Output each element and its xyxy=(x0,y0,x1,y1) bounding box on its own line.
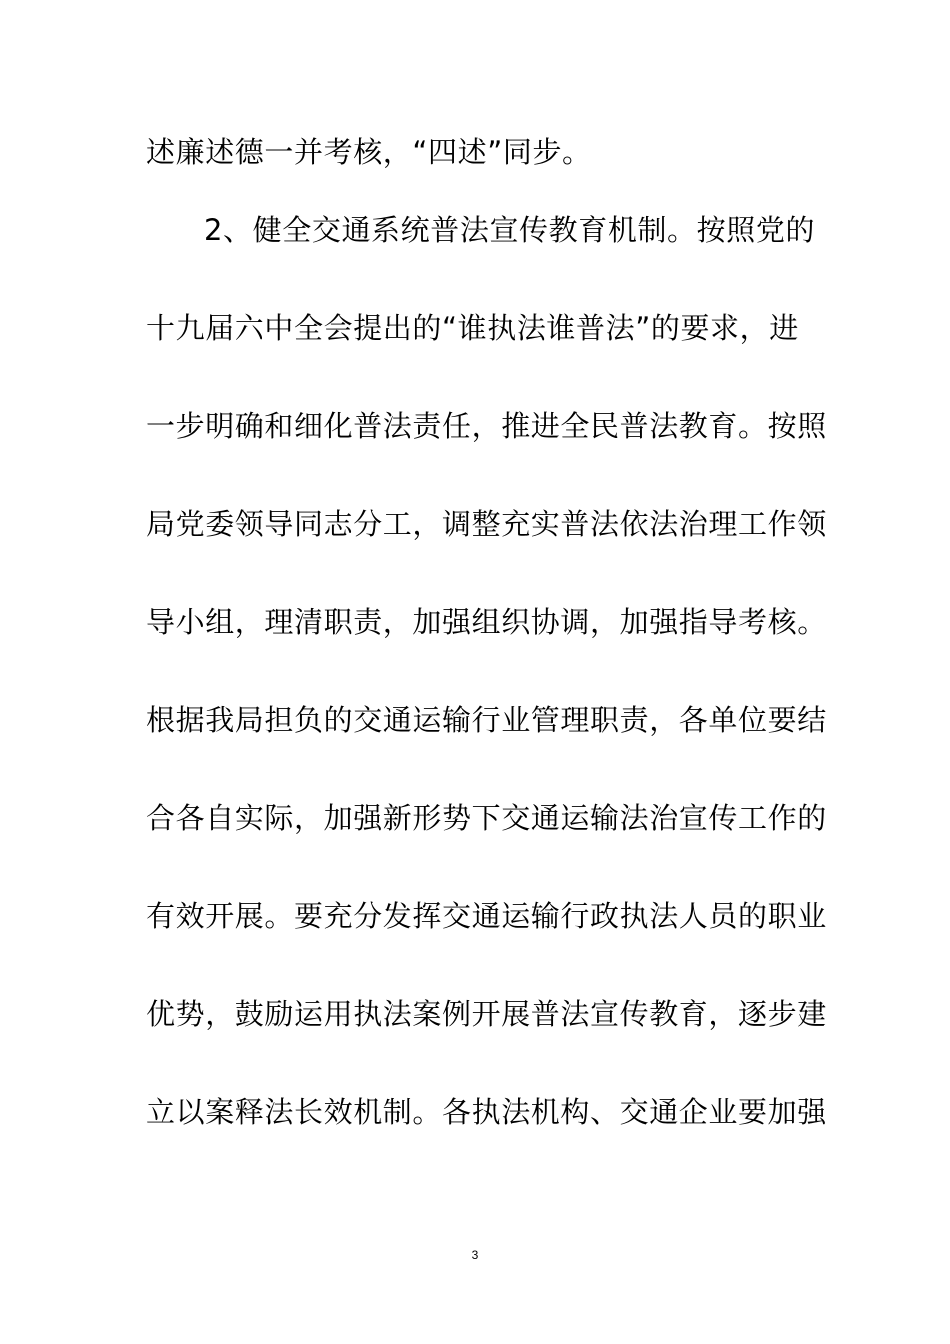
text-line: 合各自实际，加强新形势下交通运输法治宣传工作的 xyxy=(146,801,827,835)
text-line: 一步明确和细化普法责任，推进全民普法教育。按照 xyxy=(146,409,827,443)
text-line: 局党委领导同志分工，调整充实普法依法治理工作领 xyxy=(146,507,827,541)
text-line: 2、健全交通系统普法宣传教育机制。按照党的 xyxy=(204,213,816,247)
text-line: 根据我局担负的交通运输行业管理职责，各单位要结 xyxy=(146,703,827,737)
page-number: 3 xyxy=(471,1248,479,1262)
text-line: 有效开展。要充分发挥交通运输行政执法人员的职业 xyxy=(146,899,827,933)
text-line: 述廉述德一并考核，“四述”同步。 xyxy=(146,135,592,169)
text-line: 优势，鼓励运用执法案例开展普法宣传教育，逐步建 xyxy=(146,997,827,1031)
text-line: 立以案释法长效机制。各执法机构、交通企业要加强 xyxy=(146,1095,827,1129)
text-line: 十九届六中全会提出的“谁执法谁普法”的要求，进 xyxy=(146,311,799,345)
text-line: 导小组，理清职责，加强组织协调，加强指导考核。 xyxy=(146,605,827,639)
